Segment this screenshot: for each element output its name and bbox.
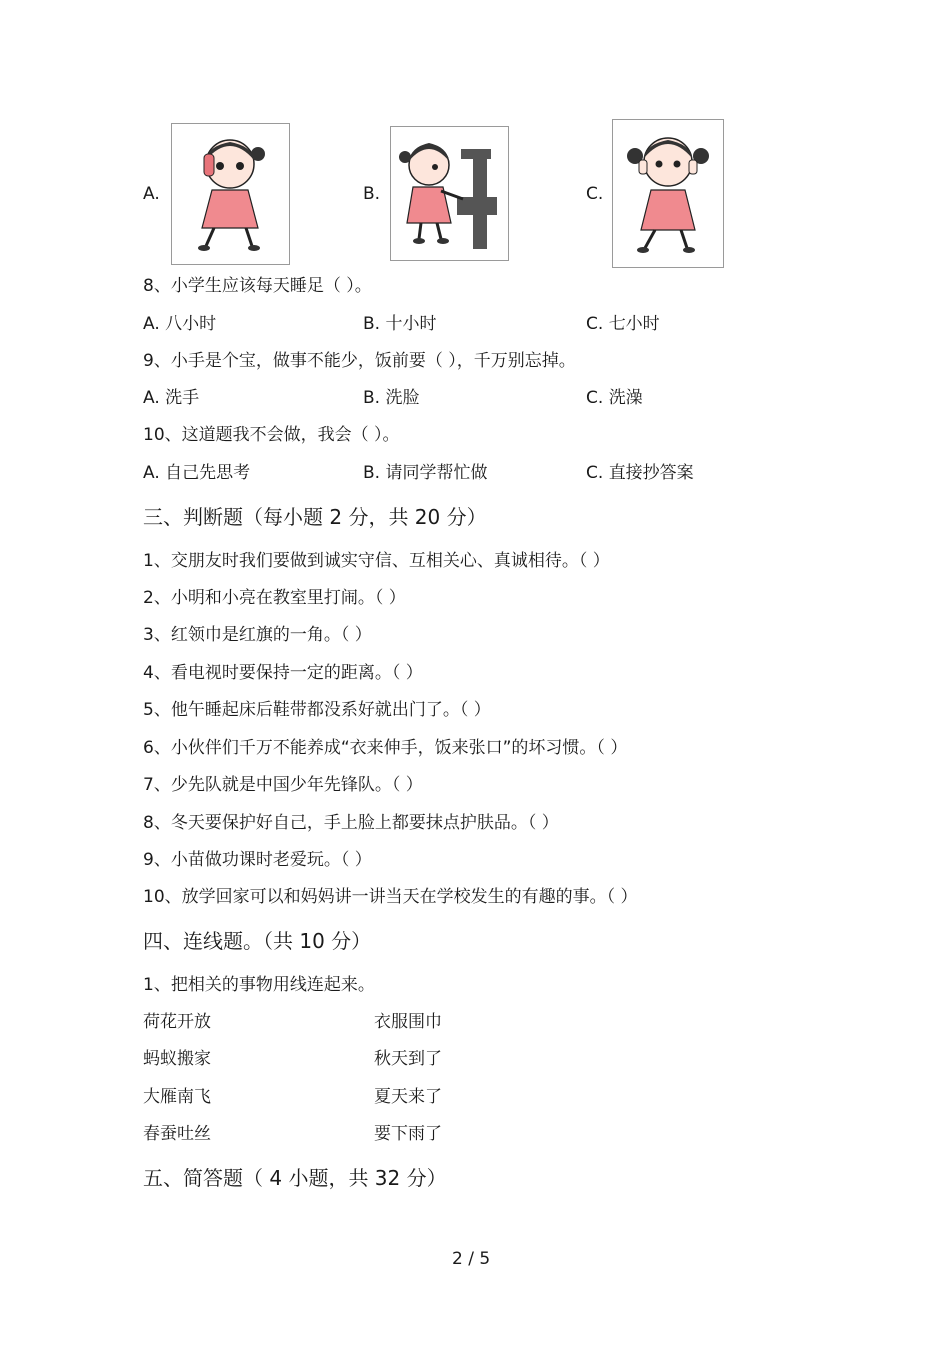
option-letter: C.: [586, 314, 604, 334]
judge-item-4: 4、看电视时要保持一定的距离。（ ）: [143, 663, 423, 683]
match-left-3: 大雁南飞: [143, 1087, 211, 1107]
q7-option-c-image: [612, 119, 724, 268]
section5-title: 五、简答题（ 4 小题，共 32 分）: [143, 1166, 447, 1190]
q10-option-b: [363, 463, 487, 483]
option-letter: C.: [586, 463, 604, 483]
q8-option-c: [586, 314, 660, 334]
judge-item-2: 2、小明和小亮在教室里打闹。（ ）: [143, 588, 406, 608]
q9-option-a: [143, 388, 199, 408]
match-right-4: 要下雨了: [374, 1124, 442, 1144]
option-letter: B.: [363, 314, 381, 334]
q8-option-b: [363, 314, 436, 334]
match-right-1: 衣服围巾: [374, 1012, 442, 1032]
option-text: 直接抄答案: [608, 463, 694, 483]
option-text: 洗手: [165, 388, 200, 408]
judge-item-3: 3、红领巾是红旗的一角。（ ）: [143, 625, 372, 645]
option-letter: C.: [586, 388, 604, 408]
q9-option-b: [363, 388, 419, 408]
q7-option-a-image: [171, 123, 290, 265]
option-text: 洗澡: [608, 388, 643, 408]
option-text: 七小时: [608, 314, 660, 334]
q10-question: 10、这道题我不会做，我会（ ）。: [143, 425, 400, 445]
option-letter: A.: [143, 388, 160, 408]
q9-question: 9、小手是个宝，做事不能少，饭前要（ ），千万别忘掉。: [143, 351, 576, 371]
q9-option-c: [586, 388, 643, 408]
match-left-1: 荷花开放: [143, 1012, 211, 1032]
match-left-4: 春蚕吐丝: [143, 1124, 211, 1144]
q7-option-b-image: [390, 126, 509, 261]
judge-item-10: 10、放学回家可以和妈妈讲一讲当天在学校发生的有趣的事。（ ）: [143, 887, 638, 907]
page-number: 2 / 5: [452, 1249, 491, 1269]
q8-option-a: [143, 314, 216, 334]
judge-item-8: 8、冬天要保护好自己，手上脸上都要抹点护肤品。（ ）: [143, 813, 559, 833]
section4-instruction: 1、把相关的事物用线连起来。: [143, 975, 375, 995]
option-letter: B.: [363, 463, 381, 483]
match-right-2: 秋天到了: [374, 1049, 442, 1069]
option-text: 八小时: [165, 314, 217, 334]
judge-item-1: 1、交朋友时我们要做到诚实守信、互相关心、真诚相待。（ ）: [143, 551, 610, 571]
q7-option-c-letter: C.: [586, 184, 604, 204]
q7-option-a-letter: A.: [143, 184, 160, 204]
option-text: 洗脸: [385, 388, 420, 408]
option-text: 请同学帮忙做: [385, 463, 488, 483]
girl-washing-hands-illustration: [391, 127, 508, 260]
option-letter: A.: [143, 314, 160, 334]
section4-title: 四、连线题。（共 10 分）: [143, 929, 372, 953]
q10-option-a: [143, 463, 250, 483]
girl-phone-illustration: [172, 124, 289, 264]
q8-question: 8、小学生应该每天睡足（ ）。: [143, 276, 372, 296]
q10-option-c: [586, 463, 694, 483]
judge-item-9: 9、小苗做功课时老爱玩。（ ）: [143, 850, 372, 870]
match-left-2: 蚂蚁搬家: [143, 1049, 211, 1069]
option-letter: B.: [363, 388, 381, 408]
option-text: 自己先思考: [165, 463, 251, 483]
section3-title: 三、判断题（每小题 2 分，共 20 分）: [143, 505, 487, 529]
option-letter: A.: [143, 463, 160, 483]
judge-item-5: 5、他午睡起床后鞋带都没系好就出门了。（ ）: [143, 700, 491, 720]
judge-item-7: 7、少先队就是中国少年先锋队。（ ）: [143, 775, 423, 795]
option-text: 十小时: [385, 314, 437, 334]
judge-item-6: 6、小伙伴们千万不能养成“衣来伸手，饭来张口”的坏习惯。（ ）: [143, 738, 628, 758]
q7-option-b-letter: B.: [363, 184, 381, 204]
match-right-3: 夏天来了: [374, 1087, 442, 1107]
girl-covering-ears-illustration: [613, 120, 723, 267]
